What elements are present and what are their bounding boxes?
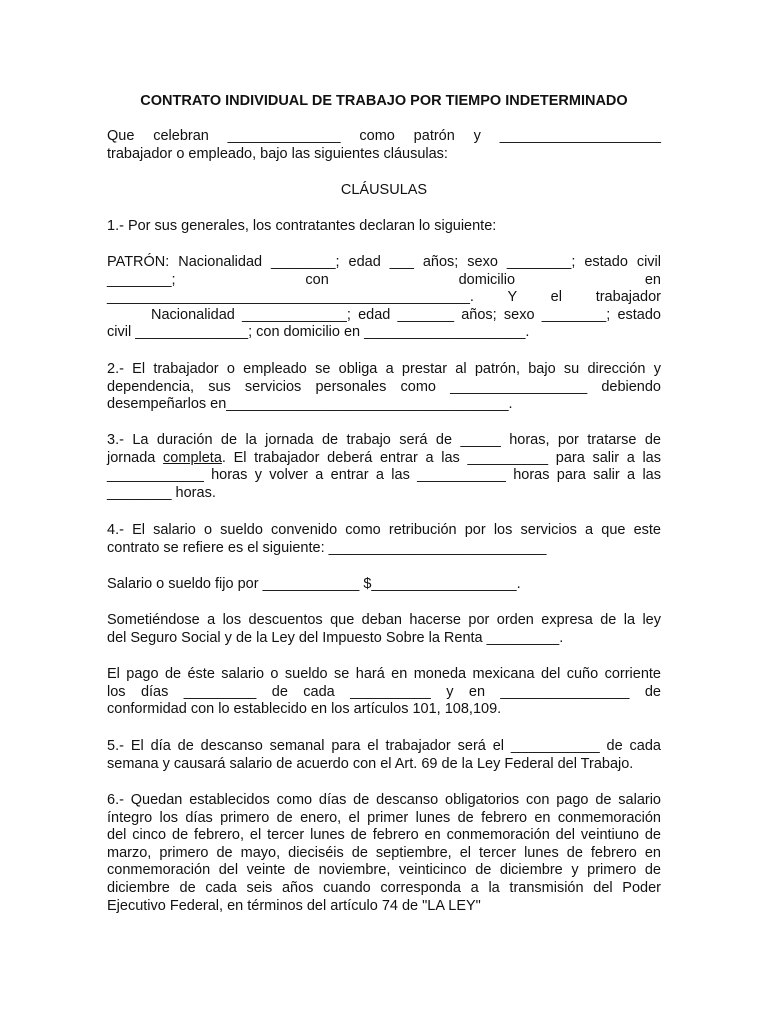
clausulas-heading: CLÁUSULAS	[340, 182, 428, 198]
pago-line: El pago de éste salario o sueldo se hará en moneda mexicana del cuño corriente	[107, 666, 661, 682]
pago-paragraph	[107, 666, 661, 719]
clause-line: semana y causará salario de acuerdo con el Art. 69 de la Ley Federal del Trabajo.	[107, 755, 634, 772]
clause-line: diciembre de cada seis años cuando corresponda a la transmisión del Poder	[107, 879, 661, 896]
clause-line: 6.- Quedan establecidos como días de descanso obligatorios con pago de salario	[107, 792, 661, 808]
clause-line: 1.- Por sus generales, los contratantes declaran lo siguiente:	[107, 218, 497, 234]
underlined-word: completa	[163, 449, 222, 466]
clause-5	[107, 738, 661, 773]
clause-line: marzo, primero de mayo, dieciséis de septiembre, el tercer lunes de febrero en	[107, 844, 661, 861]
salario-text: Salario o sueldo fijo por ____________ $__________________.	[107, 576, 521, 592]
clause-line: 5.- El día de descanso semanal para el trabajador será el ___________ de cada	[107, 738, 661, 754]
clause-line: 3.- La duración de la jornada de trabajo será de _____ horas, por tratarse de	[107, 432, 661, 448]
clause-line: dependencia, sus servicios personales como _________________ debiendo	[107, 378, 661, 395]
intro-line: Que celebran ______________ como patrón y ____________________	[107, 128, 661, 144]
pago-line: conformidad con lo establecido en los artículos 101, 108,109.	[107, 701, 502, 718]
clause-line	[107, 450, 661, 468]
clause-3	[107, 432, 661, 502]
clause-line: contrato se refiere es el siguiente: ___________________________	[107, 539, 547, 556]
pago-line: los días _________ de cada __________ y en ________________ de	[107, 683, 661, 700]
clause-text: . El trabajador deberá entrar a las __________ para salir a las	[221, 449, 661, 466]
patron-line: _____________________________________________. Y el trabajador	[107, 289, 661, 306]
patron-paragraph	[107, 254, 661, 342]
clause-line: 4.- El salario o sueldo convenido como retribución por los servicios a que este	[107, 522, 661, 538]
clause-line: Ejecutivo Federal, en términos del artículo 74 de "LA LEY"	[107, 897, 481, 914]
clause-line: ____________ horas y volver a entrar a las ___________ horas para salir a las	[107, 467, 661, 484]
clause-line: íntegro los días primero de enero, el primer lunes de febrero en conmemoración	[107, 809, 661, 826]
clause-1	[107, 218, 661, 236]
patron-line: Nacionalidad _____________; edad _______ años; sexo ________; estado	[151, 306, 661, 323]
clause-line: ________ horas.	[107, 484, 216, 501]
clause-text: jornada	[107, 449, 164, 466]
descuentos-paragraph	[107, 612, 661, 647]
clause-line: conmemoración del veinte de noviembre, veinticinco de diciembre y primero de	[107, 862, 661, 879]
descuentos-line: Sometiéndose a los descuentos que deban hacerse por orden expresa de la ley	[107, 612, 661, 628]
clause-line: del cinco de febrero, el tercer lunes de febrero en conmemoración del veintiuno de	[107, 827, 661, 844]
patron-line: ________; con domicilio en	[107, 271, 661, 288]
clause-2	[107, 361, 661, 414]
salario-line	[107, 576, 661, 594]
clause-4	[107, 522, 661, 557]
clause-line: 2.- El trabajador o empleado se obliga a prestar al patrón, bajo su dirección y	[107, 361, 661, 377]
intro-paragraph	[107, 128, 661, 163]
document-title: CONTRATO INDIVIDUAL DE TRABAJO POR TIEMPO INDETERMINADO	[140, 93, 628, 109]
clause-6	[107, 792, 661, 915]
patron-line: PATRÓN: Nacionalidad ________; edad ___ años; sexo ________; estado civil	[107, 254, 661, 270]
descuentos-line: del Seguro Social y de la Ley del Impuesto Sobre la Renta _________.	[107, 629, 564, 646]
patron-line: civil ______________; con domicilio en ____________________.	[107, 324, 530, 341]
intro-line: trabajador o empleado, bajo las siguientes cláusulas:	[107, 145, 448, 162]
clause-line: desempeñarlos en___________________________________.	[107, 396, 513, 413]
